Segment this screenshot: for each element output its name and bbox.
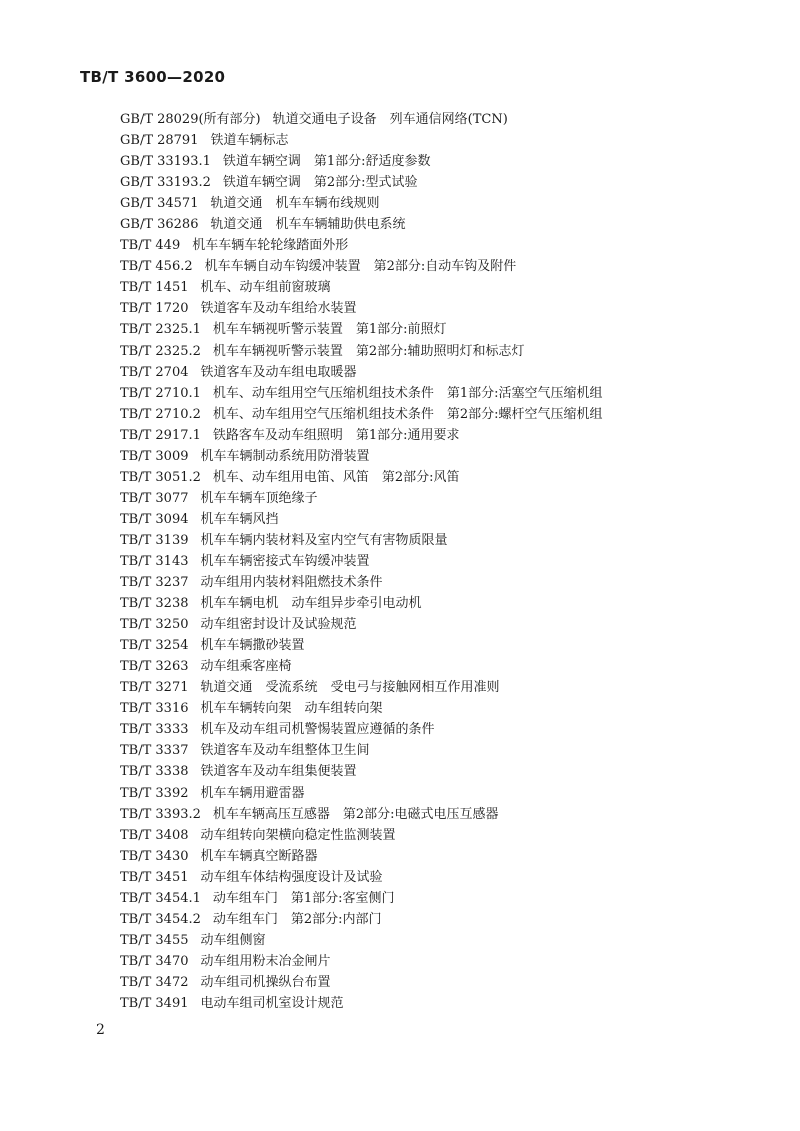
- reference-code: TB/T 3143: [120, 553, 189, 569]
- reference-code: GB/T 33193.1: [120, 154, 211, 170]
- reference-code: TB/T 2704: [120, 364, 189, 380]
- reference-title: 机车车辆车顶绝缘子: [200, 490, 318, 506]
- reference-entry: [120, 467, 603, 488]
- reference-code: TB/T 3454.1: [120, 890, 201, 906]
- reference-code: TB/T 449: [120, 238, 181, 254]
- reference-entry: [120, 446, 603, 467]
- reference-code: TB/T 2710.2: [120, 406, 201, 422]
- reference-code: TB/T 3430: [120, 848, 189, 864]
- reference-title: 机车车辆用避雷器: [200, 785, 305, 801]
- reference-title: 铁道客车及动车组集便装置: [200, 764, 357, 780]
- reference-title: 动车组用粉末冶金闸片: [200, 953, 331, 969]
- reference-entry: [120, 235, 603, 256]
- reference-entry: [120, 930, 603, 951]
- reference-code: TB/T 3077: [120, 490, 189, 506]
- reference-title: 铁道车辆空调 第2部分:型式试验: [222, 175, 418, 191]
- reference-title: 动车组侧窗: [200, 932, 266, 948]
- reference-code: TB/T 2710.1: [120, 385, 201, 401]
- reference-entry: [120, 867, 603, 888]
- reference-code: TB/T 3491: [120, 995, 189, 1011]
- reference-title: 铁道客车及动车组整体卫生间: [200, 743, 370, 759]
- reference-entry: [120, 740, 603, 761]
- reference-code: TB/T 2325.2: [120, 343, 201, 359]
- page-number: 2: [96, 1022, 105, 1038]
- reference-entry: [120, 383, 603, 404]
- reference-code: TB/T 3408: [120, 827, 189, 843]
- reference-title: 机车、动车组用空气压缩机组技术条件 第1部分:活塞空气压缩机组: [212, 385, 603, 401]
- reference-entry: [120, 509, 603, 530]
- reference-title: 机车及动车组司机警惕装置应遵循的条件: [200, 722, 435, 738]
- reference-code: TB/T 3338: [120, 764, 189, 780]
- reference-entry: [120, 614, 603, 635]
- reference-code: GB/T 28791: [120, 133, 199, 149]
- reference-title: 机车车辆密接式车钩缓冲装置: [200, 553, 370, 569]
- reference-code: TB/T 3316: [120, 701, 189, 717]
- reference-entry: [120, 425, 603, 446]
- reference-title: 动车组司机操纵台布置: [200, 974, 331, 990]
- reference-code: TB/T 456.2: [120, 259, 193, 275]
- reference-entry: [120, 888, 603, 909]
- reference-entry: [120, 783, 603, 804]
- reference-entry: [120, 256, 603, 277]
- reference-code: TB/T 3094: [120, 511, 189, 527]
- reference-entry: [120, 319, 603, 340]
- reference-entry: [120, 825, 603, 846]
- reference-entry: [120, 130, 603, 151]
- reference-title: 动车组转向架横向稳定性监测装置: [200, 827, 396, 843]
- reference-entry: [120, 972, 603, 993]
- reference-entry: [120, 909, 603, 930]
- reference-code: TB/T 3392: [120, 785, 189, 801]
- reference-title: 机车、动车组前窗玻璃: [200, 280, 331, 296]
- reference-title: 机车车辆视听警示装置 第2部分:辅助照明灯和标志灯: [212, 343, 525, 359]
- reference-title: 动车组车门 第1部分:客室侧门: [212, 890, 395, 906]
- reference-title: 机车车辆风挡: [200, 511, 279, 527]
- reference-title: 机车车辆撒砂装置: [200, 638, 305, 654]
- reference-title: 动车组用内装材料阻燃技术条件: [200, 575, 383, 591]
- reference-code: TB/T 3051.2: [120, 469, 201, 485]
- reference-title: 轨道交通 机车车辆辅助供电系统: [210, 217, 406, 233]
- reference-entry: [120, 551, 603, 572]
- reference-entry: [120, 593, 603, 614]
- reference-code: TB/T 3337: [120, 743, 189, 759]
- reference-entry: [120, 341, 603, 362]
- reference-entry: [120, 761, 603, 782]
- reference-entry: [120, 172, 603, 193]
- reference-title: 机车车辆内装材料及室内空气有害物质限量: [200, 532, 448, 548]
- reference-entry: [120, 193, 603, 214]
- reference-code: TB/T 1720: [120, 301, 189, 317]
- reference-title: 机车车辆高压互感器 第2部分:电磁式电压互感器: [212, 806, 499, 822]
- reference-code: GB/T 33193.2: [120, 175, 211, 191]
- reference-code: TB/T 3271: [120, 680, 189, 696]
- reference-code: TB/T 3237: [120, 575, 189, 591]
- reference-title: 机车车辆车轮轮缘踏面外形: [192, 238, 349, 254]
- reference-entry: [120, 635, 603, 656]
- reference-entry: [120, 677, 603, 698]
- reference-code: TB/T 3263: [120, 659, 189, 675]
- reference-code: TB/T 2917.1: [120, 427, 201, 443]
- reference-entry: [120, 488, 603, 509]
- reference-title: 机车车辆自动车钩缓冲装置 第2部分:自动车钩及附件: [204, 259, 517, 275]
- reference-entry: [120, 846, 603, 867]
- reference-entry: [120, 277, 603, 298]
- reference-code: TB/T 3333: [120, 722, 189, 738]
- reference-code: TB/T 1451: [120, 280, 189, 296]
- reference-title: 动车组车门 第2部分:内部门: [212, 911, 382, 927]
- reference-code: GB/T 34571: [120, 196, 199, 212]
- reference-title: 机车、动车组用空气压缩机组技术条件 第2部分:螺杆空气压缩机组: [212, 406, 603, 422]
- reference-title: 机车车辆真空断路器: [200, 848, 318, 864]
- reference-title: 动车组乘客座椅: [200, 659, 292, 675]
- reference-code: GB/T 28029(所有部分): [120, 112, 261, 127]
- reference-entry: [120, 151, 603, 172]
- reference-title: 动车组车体结构强度设计及试验: [200, 869, 383, 885]
- reference-entry: [120, 804, 603, 825]
- reference-code: TB/T 3254: [120, 638, 189, 654]
- reference-code: TB/T 3470: [120, 953, 189, 969]
- reference-code: TB/T 2325.1: [120, 322, 201, 338]
- reference-title: 轨道交通 机车车辆布线规则: [210, 196, 380, 212]
- reference-code: GB/T 36286: [120, 217, 199, 233]
- reference-entry: [120, 951, 603, 972]
- reference-title: 机车车辆电机 动车组异步牵引电动机: [200, 596, 422, 612]
- reference-code: TB/T 3454.2: [120, 911, 201, 927]
- reference-title: 轨道交通 受流系统 受电弓与接触网相互作用准则: [200, 680, 500, 696]
- reference-title: 铁道客车及动车组给水装置: [200, 301, 357, 317]
- reference-code: TB/T 3451: [120, 869, 189, 885]
- reference-entry: [120, 109, 603, 130]
- reference-title: 机车车辆视听警示装置 第1部分:前照灯: [212, 322, 447, 338]
- reference-title: 铁道客车及动车组电取暖器: [200, 364, 357, 380]
- reference-title: 电动车组司机室设计规范: [200, 995, 344, 1011]
- reference-title: 铁路客车及动车组照明 第1部分:通用要求: [212, 427, 460, 443]
- reference-entry: [120, 214, 603, 235]
- reference-entry: [120, 656, 603, 677]
- reference-title: 铁道车辆标志: [210, 133, 289, 149]
- reference-entry: [120, 993, 603, 1014]
- reference-title: 铁道车辆空调 第1部分:舒适度参数: [222, 154, 431, 170]
- reference-entry: [120, 698, 603, 719]
- reference-code: TB/T 3455: [120, 932, 189, 948]
- normative-references-list: [120, 109, 603, 1014]
- reference-code: TB/T 3393.2: [120, 806, 201, 822]
- reference-title: 机车、动车组用电笛、风笛 第2部分:风笛: [212, 469, 460, 485]
- reference-title: 机车车辆制动系统用防滑装置: [200, 448, 370, 464]
- reference-code: TB/T 3472: [120, 974, 189, 990]
- reference-entry: [120, 298, 603, 319]
- reference-entry: [120, 572, 603, 593]
- reference-entry: [120, 362, 603, 383]
- reference-code: TB/T 3139: [120, 532, 189, 548]
- reference-entry: [120, 530, 603, 551]
- reference-entry: [120, 404, 603, 425]
- reference-code: TB/T 3250: [120, 617, 189, 633]
- reference-code: TB/T 3009: [120, 448, 189, 464]
- reference-code: TB/T 3238: [120, 596, 189, 612]
- standard-number-header: TB/T 3600—2020: [80, 68, 226, 86]
- reference-title: 机车车辆转向架 动车组转向架: [200, 701, 383, 717]
- reference-title: 轨道交通电子设备 列车通信网络(TCN): [272, 112, 508, 127]
- reference-entry: [120, 719, 603, 740]
- reference-title: 动车组密封设计及试验规范: [200, 617, 357, 633]
